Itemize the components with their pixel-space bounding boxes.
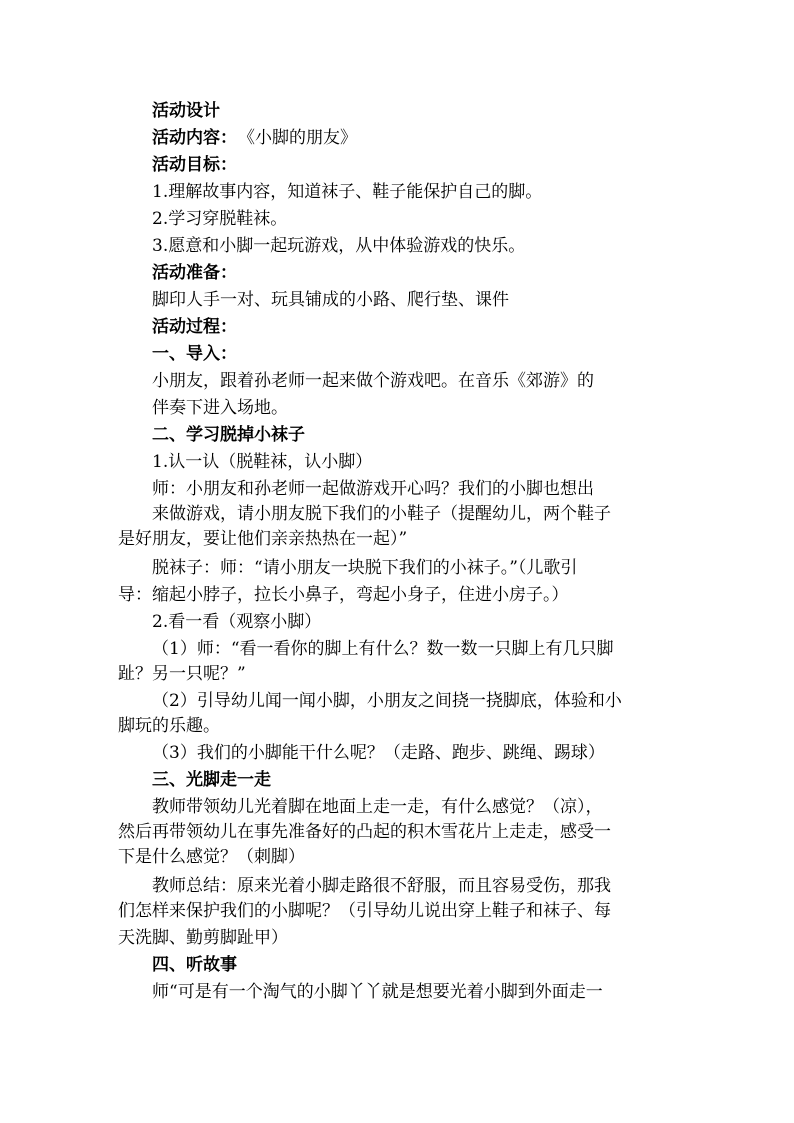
- paragraph-line: 趾？另一只呢？”: [118, 664, 246, 684]
- section-heading-story: 四、听故事: [152, 955, 237, 975]
- paragraph-line: （1）师：“看一看你的脚上有什么？数一数一只脚上有几只脚: [152, 639, 614, 659]
- paragraph-line: 来做游戏，请小朋友脱下我们的小鞋子（提醒幼儿，两个鞋子: [152, 504, 611, 524]
- subsection-heading: 2.看一看（观察小脚）: [152, 612, 322, 632]
- paragraph-line: 小朋友，跟着孙老师一起来做个游戏吧。在音乐《郊游》的: [152, 371, 594, 391]
- subsection-heading: 1.认一认（脱鞋袜，认小脚）: [152, 452, 373, 472]
- paragraph-line: 师：小朋友和孙老师一起做游戏开心吗？我们的小脚也想出: [152, 479, 594, 499]
- paragraph-line: 师“可是有一个淘气的小脚丫丫就是想要光着小脚到外面走一: [152, 982, 603, 1002]
- paragraph-line: 教师带领幼儿光着脚在地面上走一走，有什么感觉？（凉），: [152, 797, 603, 817]
- section-heading-remove-socks: 二、学习脱掉小袜子: [152, 425, 305, 445]
- goal-item-3: 3.愿意和小脚一起玩游戏，从中体验游戏的快乐。: [152, 236, 526, 256]
- activity-content-title: 《小脚的朋友》: [238, 128, 357, 148]
- preparation-text: 脚印人手一对、玩具铺成的小路、爬行垫、课件: [152, 290, 509, 310]
- paragraph-line: （3）我们的小脚能干什么呢？（走路、跑步、跳绳、踢球）: [152, 743, 605, 763]
- paragraph-line: 天洗脚、勤剪脚趾甲）: [118, 928, 288, 948]
- paragraph-line: 是好朋友，要让他们亲亲热热在一起）”: [118, 529, 408, 549]
- paragraph-line: 伴奏下进入场地。: [152, 398, 288, 418]
- label-activity-goals: 活动目标：: [152, 155, 237, 175]
- label-activity-process: 活动过程：: [152, 317, 237, 337]
- paragraph-line: 教师总结：原来光着小脚走路很不舒服，而且容易受伤，那我: [152, 876, 611, 896]
- goal-item-1: 1.理解故事内容，知道袜子、鞋子能保护自己的脚。: [152, 182, 543, 202]
- label-activity-content: 活动内容：: [152, 128, 237, 148]
- paragraph-line: （2）引导幼儿闻一闻小脚，小朋友之间挠一挠脚底，体验和小: [152, 691, 622, 711]
- paragraph-line: 然后再带领幼儿在事先准备好的凸起的积木雪花片上走走，感受一: [118, 822, 611, 842]
- heading-activity-design: 活动设计: [152, 101, 220, 121]
- paragraph-line: 导：缩起小脖子，拉长小鼻子，弯起小身子，住进小房子。）: [118, 585, 569, 605]
- paragraph-line: 们怎样来保护我们的小脚呢？（引导幼儿说出穿上鞋子和袜子、每: [118, 901, 611, 921]
- section-heading-barefoot-walk: 三、光脚走一走: [152, 770, 271, 790]
- section-heading-intro: 一、导入：: [152, 344, 237, 364]
- paragraph-line: 脱袜子：师：“请小朋友一块脱下我们的小袜子。”（儿歌引: [152, 558, 578, 578]
- paragraph-line: 下是什么感觉？（刺脚）: [118, 847, 305, 867]
- label-activity-preparation: 活动准备：: [152, 263, 237, 283]
- paragraph-line: 脚玩的乐趣。: [118, 716, 220, 736]
- goal-item-2: 2.学习穿脱鞋袜。: [152, 209, 288, 229]
